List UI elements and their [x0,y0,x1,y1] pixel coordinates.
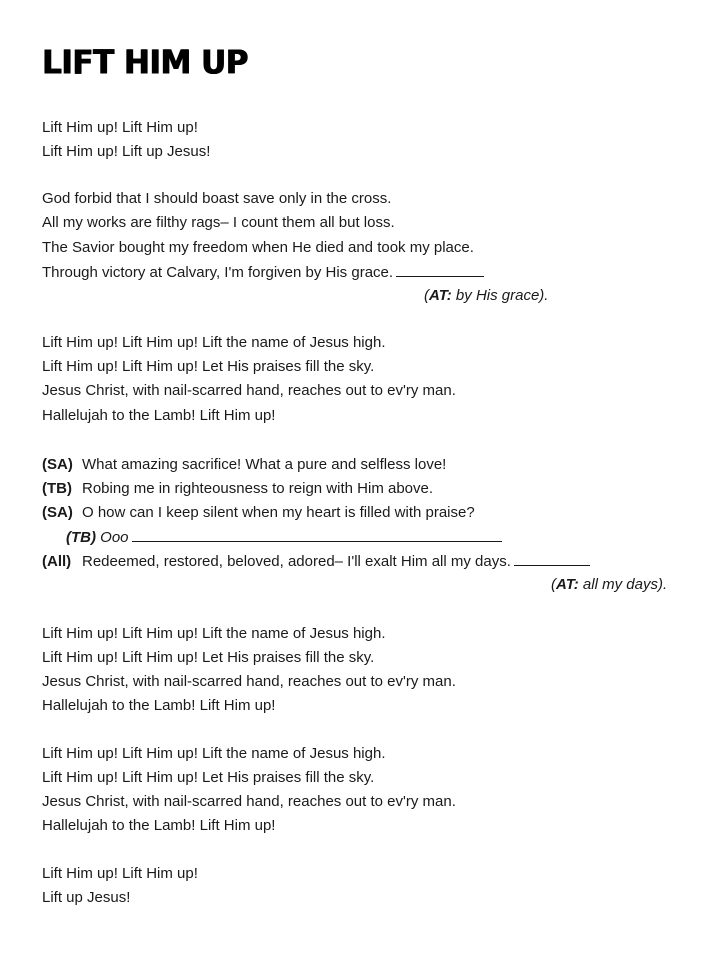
verse1-line-2: All my works are filthy rags– I count them all but loss. [42,214,395,231]
verse2-alto-tenor-note [551,575,667,595]
chorus1-line-4: Hallelujah to the Lamb! Lift Him up! [42,407,276,424]
part-tag: (SA) [42,456,73,473]
verse1-line-1: God forbid that I should boast save only in the cross. [42,190,392,207]
note-open-paren: ( [551,576,556,593]
verse2-all-line [42,551,590,572]
verse2-line-1 [42,455,446,475]
note-text: by His grace). [451,287,549,304]
chorus3-line-1: Lift Him up! Lift Him up! Lift the name of Jesus high. [42,745,386,762]
tb-part-tag: (TB) [66,529,96,546]
verse2-line-2-text: Robing me in righteousness to reign with Him above. [82,480,434,497]
part-tag: (All) [42,553,72,570]
tb-text: Ooo [96,529,129,546]
all-fill-in-blank [514,551,590,566]
verse2-tb-line [66,527,502,548]
note-label: AT: [556,576,579,593]
verse2-line-3 [42,503,475,523]
chorus1-line-2: Lift Him up! Lift Him up! Let His praises fill the sky. [42,358,375,375]
fill-in-blank [396,262,484,277]
song-title: LIFT HIM UP [42,44,248,82]
ending-line-1: Lift Him up! Lift Him up! [42,865,198,882]
tb-fill-in-blank [132,527,502,542]
note-label: AT: [429,287,452,304]
verse2-all-text: Redeemed, restored, beloved, adored– I'll exalt Him all my days. [82,553,511,570]
intro-line-2: Lift Him up! Lift up Jesus! [42,143,211,160]
verse2-line-2 [42,479,433,499]
chorus3-line-2: Lift Him up! Lift Him up! Let His praises fill the sky. [42,769,375,786]
part-tag: (SA) [42,504,73,521]
verse2-line-1-text: What amazing sacrifice! What a pure and selfless love! [82,456,447,473]
chorus1-line-1: Lift Him up! Lift Him up! Lift the name of Jesus high. [42,334,386,351]
intro-line-1: Lift Him up! Lift Him up! [42,119,198,136]
part-tag: (TB) [42,480,72,497]
verse1-alto-tenor-note [424,286,548,306]
ending-line-2: Lift up Jesus! [42,889,131,906]
verse1-line-3: The Savior bought my freedom when He died and took my place. [42,239,474,256]
chorus3-line-4: Hallelujah to the Lamb! Lift Him up! [42,817,276,834]
verse1-line-4-text: Through victory at Calvary, I'm forgiven by His grace. [42,264,394,281]
verse2-line-3-text: O how can I keep silent when my heart is filled with praise? [82,504,475,521]
chorus2-line-2: Lift Him up! Lift Him up! Let His praises fill the sky. [42,649,375,666]
note-open-paren: ( [424,287,429,304]
verse1-line-4 [42,262,484,283]
chorus3-line-3: Jesus Christ, with nail-scarred hand, reaches out to ev'ry man. [42,793,456,810]
chorus2-line-4: Hallelujah to the Lamb! Lift Him up! [42,697,276,714]
chorus2-line-1: Lift Him up! Lift Him up! Lift the name of Jesus high. [42,625,386,642]
note-text: all my days). [578,576,668,593]
chorus1-line-3: Jesus Christ, with nail-scarred hand, reaches out to ev'ry man. [42,382,456,399]
chorus2-line-3: Jesus Christ, with nail-scarred hand, reaches out to ev'ry man. [42,673,456,690]
